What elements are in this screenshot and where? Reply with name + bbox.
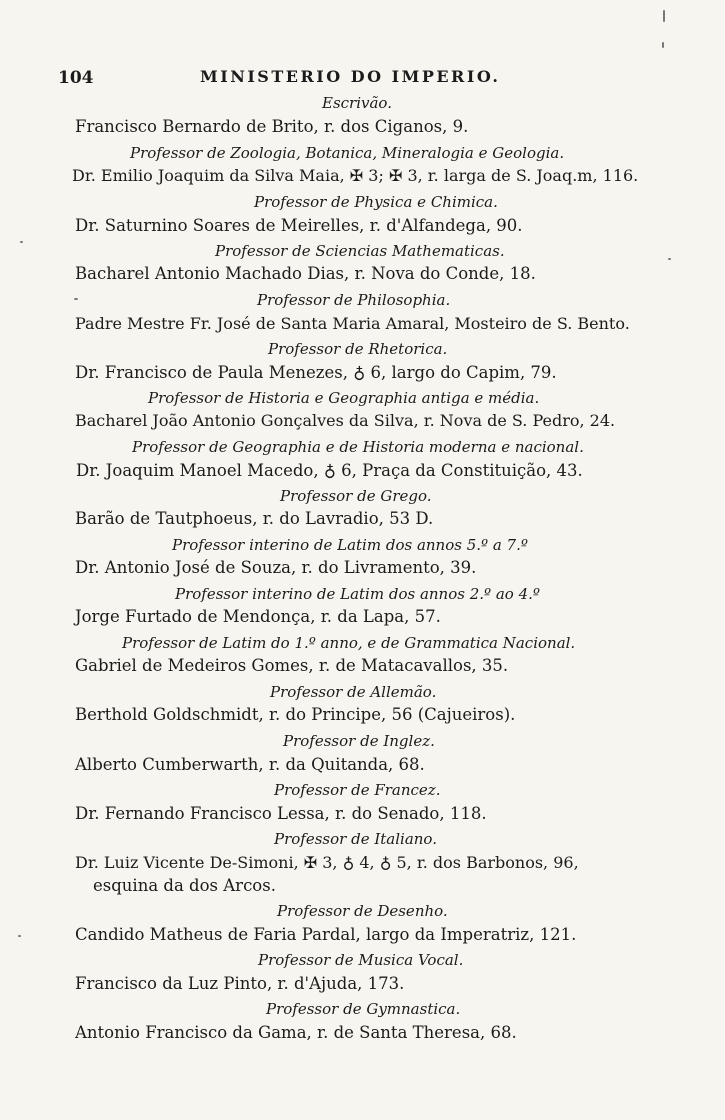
heading-line: Professor de Italiano. xyxy=(274,830,437,848)
entry-line: Francisco da Luz Pinto, r. d'Ajuda, 173. xyxy=(75,974,405,993)
entry-line: Dr. Luiz Vicente De-Simoni, ✠ 3, ♁ 4, ♁ 5, r. dos Barbonos, 96, xyxy=(75,853,579,872)
entry-line: Dr. Antonio José de Souza, r. do Livramento, 39. xyxy=(75,558,477,577)
page-number: 104 xyxy=(58,68,94,88)
heading-line: Professor de Sciencias Mathematicas. xyxy=(215,242,505,260)
heading-line: Professor de Gymnastica. xyxy=(266,1000,461,1018)
entry-line: Dr. Francisco de Paula Menezes, ♁ 6, largo do Capim, 79. xyxy=(75,363,557,382)
entry-line: Dr. Joaquim Manoel Macedo, ♁ 6, Praça da Constituição, 43. xyxy=(76,461,583,480)
heading-line: Professor de Musica Vocal. xyxy=(258,951,464,969)
entry-line: Barão de Tautphoeus, r. do Lavradio, 53 D. xyxy=(75,509,434,528)
scan-speck xyxy=(18,935,21,937)
scan-speck xyxy=(662,42,664,48)
heading-line: Professor de Zoologia, Botanica, Mineralogia e Geologia. xyxy=(130,144,565,162)
entry-line: Dr. Saturnino Soares de Meirelles, r. d'Alfandega, 90. xyxy=(75,216,523,235)
scan-speck xyxy=(668,258,671,260)
running-title: MINISTERIO DO IMPERIO. xyxy=(200,67,501,86)
scan-speck xyxy=(20,241,23,243)
heading-line: Professor de Francez. xyxy=(274,781,441,799)
heading-line: Professor interino de Latim dos annos 2.º ao 4.º xyxy=(175,585,540,603)
entry-line: Jorge Furtado de Mendonça, r. da Lapa, 57. xyxy=(75,607,441,626)
heading-line: Professor de Rhetorica. xyxy=(268,340,448,358)
entry-line: Francisco Bernardo de Brito, r. dos Ciganos, 9. xyxy=(75,117,469,136)
entry-continuation: esquina da dos Arcos. xyxy=(93,876,276,895)
heading-line: Professor interino de Latim dos annos 5.º a 7.º xyxy=(172,536,528,554)
scan-speck xyxy=(663,10,665,22)
scan-speck xyxy=(74,298,78,300)
entry-line: Alberto Cumberwarth, r. da Quitanda, 68. xyxy=(75,755,425,774)
heading-line: Professor de Desenho. xyxy=(277,902,448,920)
entry-line: Bacharel Antonio Machado Dias, r. Nova do Conde, 18. xyxy=(75,264,536,283)
heading-line: Professor de Philosophia. xyxy=(257,291,451,309)
entry-line: Antonio Francisco da Gama, r. de Santa Theresa, 68. xyxy=(75,1023,517,1042)
heading-escrivao: Escrivão. xyxy=(322,94,392,112)
entry-line: Bacharel João Antonio Gonçalves da Silva, r. Nova de S. Pedro, 24. xyxy=(75,411,616,430)
entry-line: Dr. Emilio Joaquim da Silva Maia, ✠ 3; ✠ 3, r. larga de S. Joaq.m, 116. xyxy=(72,166,639,185)
entry-line: Berthold Goldschmidt, r. do Principe, 56 (Cajueiros). xyxy=(75,705,516,724)
heading-line: Professor de Latim do 1.º anno, e de Grammatica Nacional. xyxy=(122,634,576,652)
heading-line: Professor de Inglez. xyxy=(283,732,435,750)
entry-line: Dr. Fernando Francisco Lessa, r. do Senado, 118. xyxy=(75,804,487,823)
heading-line: Professor de Physica e Chimica. xyxy=(254,193,498,211)
heading-line: Professor de Historia e Geographia antiga e média. xyxy=(148,389,540,407)
heading-line: Professor de Allemão. xyxy=(270,683,437,701)
entry-line: Gabriel de Medeiros Gomes, r. de Matacavallos, 35. xyxy=(75,656,509,675)
entry-line: Candido Matheus de Faria Pardal, largo da Imperatriz, 121. xyxy=(75,925,577,944)
heading-line: Professor de Grego. xyxy=(280,487,432,505)
entry-line: Padre Mestre Fr. José de Santa Maria Amaral, Mosteiro de S. Bento. xyxy=(75,314,630,333)
heading-line: Professor de Geographia e de Historia moderna e nacional. xyxy=(132,438,584,456)
